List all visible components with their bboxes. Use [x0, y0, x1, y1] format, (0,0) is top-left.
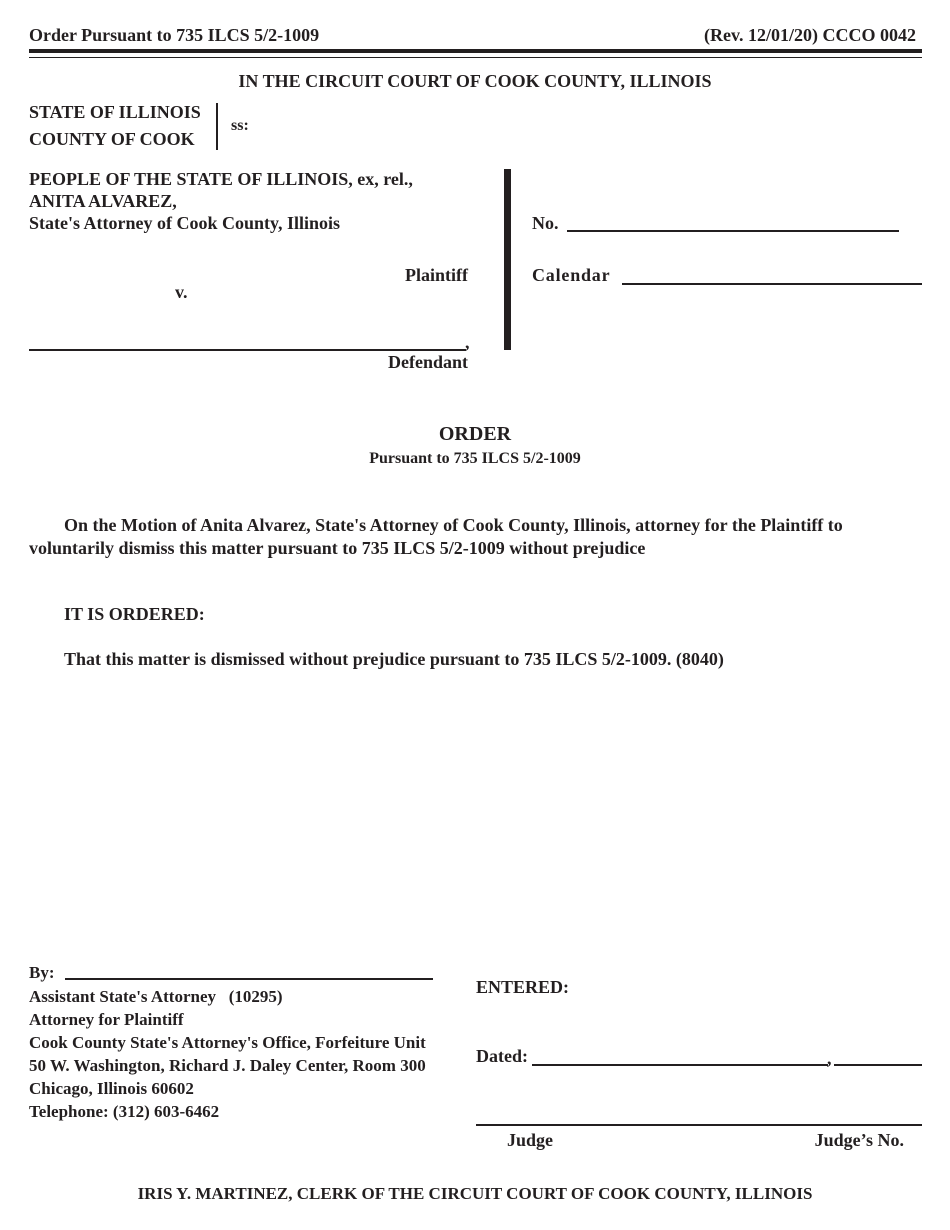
order-subtitle: Pursuant to 735 ILCS 5/2-1009: [369, 450, 581, 467]
attorney-title: Assistant State's Attorney (10295): [29, 987, 283, 1006]
dated-year-field[interactable]: [834, 1064, 922, 1066]
dated-label: Dated:: [476, 1046, 528, 1066]
order-title: ORDER: [438, 423, 512, 445]
attorney-city: Chicago, Illinois 60602: [29, 1079, 194, 1098]
judge-signature-field[interactable]: [476, 1124, 922, 1126]
attorney-signature-field[interactable]: [65, 978, 433, 980]
calendar-field[interactable]: [622, 283, 922, 285]
venue-state: STATE OF ILLINOIS: [29, 102, 201, 122]
caption-divider: [504, 169, 511, 350]
calendar-label: Calendar: [532, 265, 611, 285]
attorney-by-label: By:: [29, 963, 55, 982]
clerk-footer: IRIS Y. MARTINEZ, CLERK OF THE CIRCUIT COURT OF COOK COUNTY, ILLINOIS: [137, 1184, 813, 1203]
venue-ss: ss:: [231, 117, 249, 134]
dated-comma: ,: [827, 1048, 832, 1068]
plaintiff-name-line1: PEOPLE OF THE STATE OF ILLINOIS, ex, rel.,: [29, 169, 413, 189]
plaintiff-name-line2: ANITA ALVAREZ,: [29, 191, 177, 211]
venue-bracket: [216, 103, 218, 150]
court-title: IN THE CIRCUIT COURT OF COOK COUNTY, ILLINOIS: [238, 71, 712, 91]
versus-label: v.: [175, 282, 188, 302]
attorney-address: 50 W. Washington, Richard J. Daley Center, Room 300: [29, 1056, 426, 1075]
judge-number-label: Judge’s No.: [814, 1130, 904, 1150]
form-title: Order Pursuant to 735 ILCS 5/2-1009: [29, 25, 320, 45]
revision-code: (Rev. 12/01/20) CCCO 0042: [704, 25, 916, 45]
judge-label: Judge: [507, 1130, 554, 1150]
defendant-comma: ,: [465, 332, 470, 352]
defendant-label: Defendant: [388, 352, 468, 372]
defendant-name-field[interactable]: [29, 349, 466, 351]
entered-label: ENTERED:: [476, 977, 570, 997]
dated-date-field[interactable]: [532, 1064, 828, 1066]
motion-text-line2: voluntarily dismiss this matter pursuant to 735 ILCS 5/2-1009 without prejudice: [29, 538, 646, 558]
it-is-ordered: IT IS ORDERED:: [64, 604, 205, 624]
case-number-field[interactable]: [567, 230, 899, 232]
header-rule-thick: [29, 49, 922, 53]
attorney-office: Cook County State's Attorney's Office, Forfeiture Unit: [29, 1033, 426, 1052]
plaintiff-label: Plaintiff: [405, 265, 468, 285]
plaintiff-name-line3: State's Attorney of Cook County, Illinois: [29, 213, 341, 233]
case-number-label: No.: [532, 213, 559, 233]
attorney-phone: Telephone: (312) 603-6462: [29, 1102, 220, 1121]
order-ruling: That this matter is dismissed without prejudice pursuant to 735 ILCS 5/2-1009. (8040): [64, 649, 724, 669]
venue-county: COUNTY OF COOK: [29, 129, 195, 149]
header-rule-thin: [29, 57, 922, 58]
attorney-role: Attorney for Plaintiff: [29, 1010, 184, 1029]
motion-text-line1: On the Motion of Anita Alvarez, State's Attorney of Cook County, Illinois, attorney for the Plaintiff to: [64, 515, 843, 535]
